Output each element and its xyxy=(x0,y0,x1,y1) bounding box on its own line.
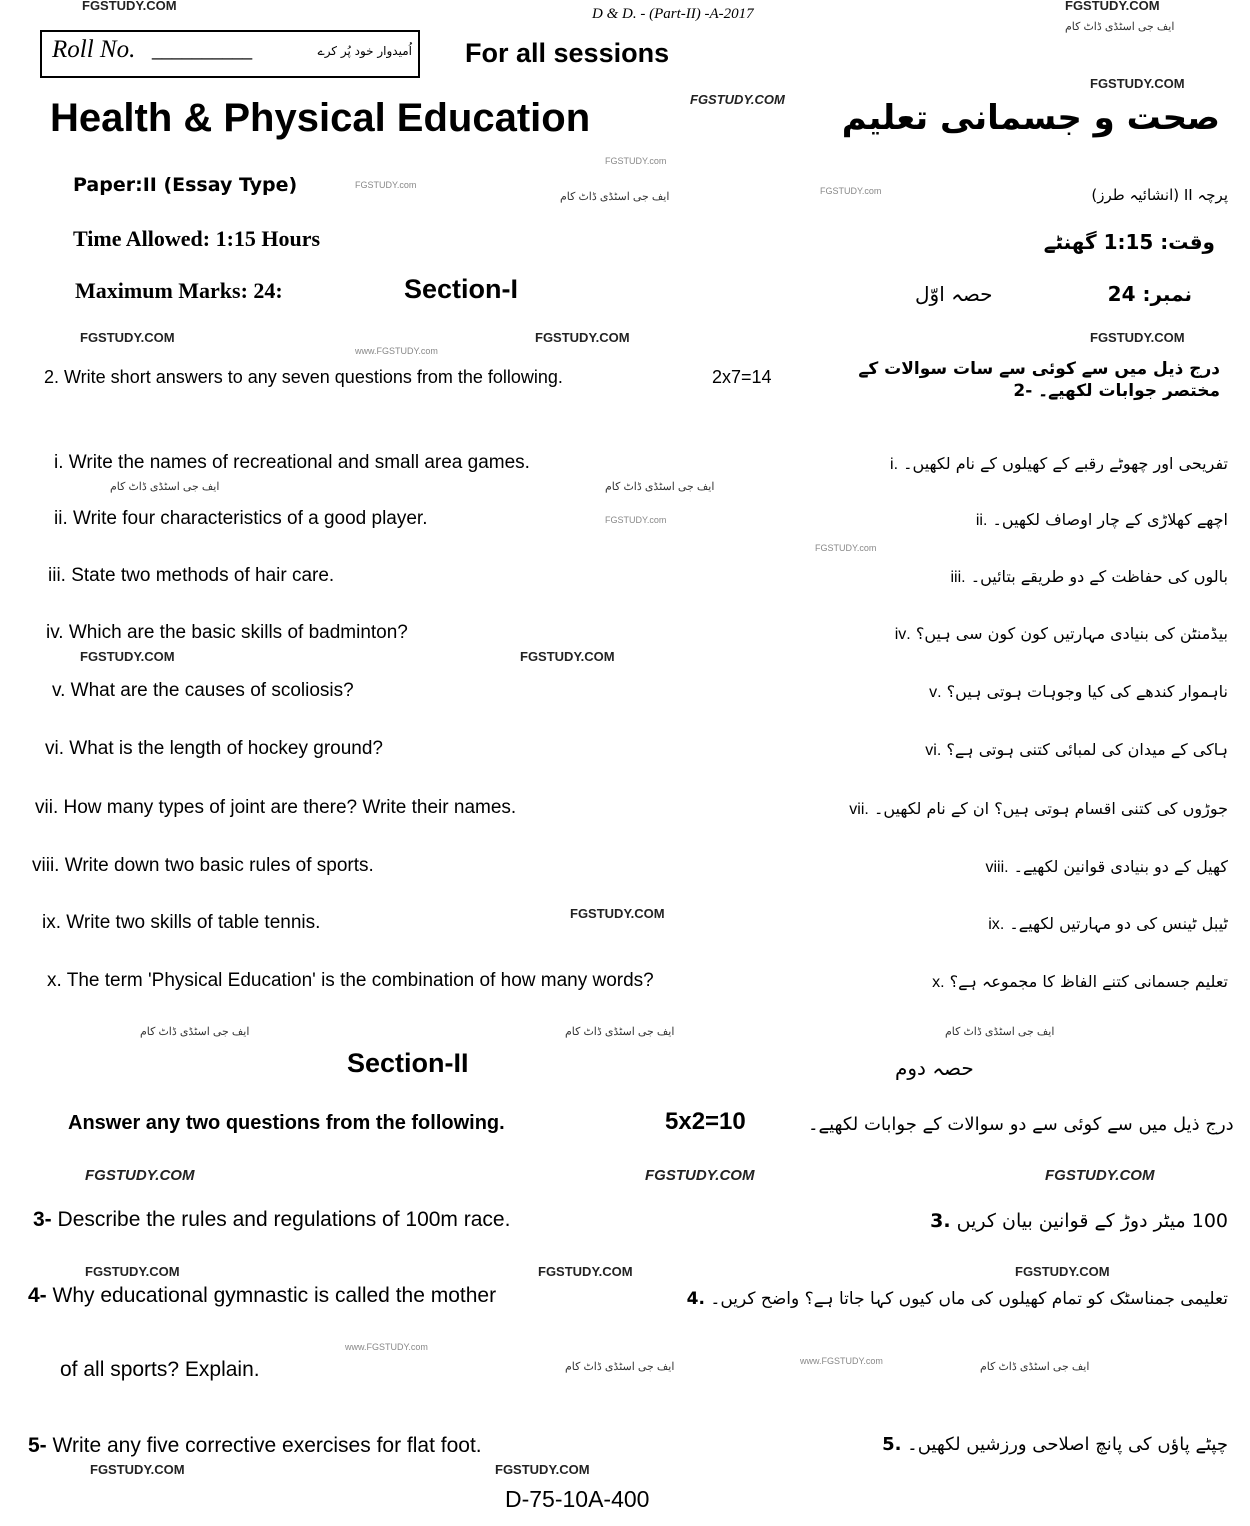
watermark: FGSTUDY.COM xyxy=(90,1462,185,1477)
question-1-urdu xyxy=(890,454,1228,474)
question-text-urdu: چپٹے پاؤں کی پانچ اصلاحی ورزشیں لکھیں۔ xyxy=(907,1434,1228,1455)
watermark: www.FGSTUDY.com xyxy=(345,1342,428,1352)
watermark-urdu: ایف جی اسٹڈی ڈاٹ کام xyxy=(110,481,220,493)
section-2-title-urdu: حصہ دوم xyxy=(895,1056,974,1080)
question-2-urdu xyxy=(976,510,1228,530)
section-2-instruction: Answer any two questions from the following. xyxy=(68,1112,505,1134)
question-9-urdu xyxy=(988,914,1228,934)
question-number: vi. xyxy=(45,738,64,759)
question-number: .x xyxy=(932,974,945,991)
roll-no-field[interactable]: __________ xyxy=(152,40,253,60)
question-number: .i xyxy=(890,456,899,473)
question-text-urdu: ہاکی کے میدان کی لمبائی کتنی ہوتی ہے؟ xyxy=(946,740,1228,759)
question-number: .4 xyxy=(686,1289,705,1309)
question-number: x. xyxy=(47,970,62,991)
section-1-instruction-urdu xyxy=(820,358,1220,402)
question-text-urdu: کھیل کے دو بنیادی قوانین لکھیے۔ xyxy=(1013,857,1228,876)
roll-no-urdu: اُمیدوار خود پُر کرے xyxy=(317,44,412,58)
footer-code: D-75-10A-400 xyxy=(505,1486,650,1512)
section-1-instruction: 2. Write short answers to any seven questions from the following. xyxy=(44,367,563,387)
watermark: www.FGSTUDY.com xyxy=(355,346,438,356)
question-text-urdu: اچھے کھلاڑی کے چار اوصاف لکھیں۔ xyxy=(992,510,1228,529)
watermark: FGSTUDY.com xyxy=(605,156,667,166)
question-text: What are the causes of scoliosis? xyxy=(70,680,354,701)
watermark: FGSTUDY.COM xyxy=(1065,0,1160,13)
question-4-urdu xyxy=(687,1288,1228,1309)
question-text-urdu: تعلیم جسمانی کتنے الفاظ کا مجموعہ ہے؟ xyxy=(949,972,1228,991)
watermark: FGSTUDY.COM xyxy=(538,1264,633,1279)
question-number: .5 xyxy=(882,1434,902,1455)
watermark: FGSTUDY.COM xyxy=(1090,330,1185,345)
question-6-urdu xyxy=(925,740,1228,760)
question-4 xyxy=(28,1284,496,1308)
question-text: Which are the basic skills of badminton? xyxy=(68,622,408,643)
subject-title-urdu: صحت و جسمانی تعلیم xyxy=(841,98,1220,138)
question-7 xyxy=(35,797,516,819)
question-number: v. xyxy=(52,680,66,701)
watermark: FGSTUDY.COM xyxy=(535,330,630,345)
watermark: FGSTUDY.COM xyxy=(520,649,615,664)
watermark-urdu: ایف جی اسٹڈی ڈاٹ کام xyxy=(1065,21,1175,33)
time-allowed-urdu: وقت: 1:15 گھنٹے xyxy=(1043,230,1215,254)
section-1-marks: 2x7=14 xyxy=(712,367,772,387)
question-8 xyxy=(32,855,374,877)
question-text: State two methods of hair care. xyxy=(71,565,335,586)
question-number: .3 xyxy=(930,1210,951,1232)
question-1 xyxy=(54,452,530,474)
watermark: FGSTUDY.COM xyxy=(1090,76,1185,91)
watermark: FGSTUDY.com xyxy=(605,515,667,525)
question-text: Write two skills of table tennis. xyxy=(66,912,321,933)
question-number: .ii xyxy=(975,512,988,529)
section-1-title: Section-I xyxy=(404,274,519,304)
sessions-label: For all sessions xyxy=(465,38,670,68)
question-number: iv. xyxy=(46,622,64,643)
watermark: FGSTUDY.COM xyxy=(1045,1167,1155,1184)
time-allowed: Time Allowed: 1:15 Hours xyxy=(73,226,321,251)
question-text-urdu: جوڑوں کی کتنی اقسام ہوتی ہیں؟ ان کے نام لکھیں۔ xyxy=(873,799,1228,818)
question-number: viii. xyxy=(32,855,60,876)
section-2-instruction-urdu: درج ذیل میں سے کوئی سے دو سوالات کے جوابات لکھیے۔ xyxy=(808,1114,1234,1135)
watermark-urdu: ایف جی اسٹڈی ڈاٹ کام xyxy=(565,1026,675,1038)
question-3 xyxy=(48,565,334,587)
watermark-urdu: ایف جی اسٹڈی ڈاٹ کام xyxy=(945,1026,1055,1038)
watermark: FGSTUDY.COM xyxy=(570,906,665,921)
question-4 xyxy=(46,622,408,644)
question-number: i. xyxy=(54,452,64,473)
question-text: Why educational gymnastic is called the mother xyxy=(52,1284,497,1307)
question-number: ii. xyxy=(54,508,68,529)
roll-no-label: Roll No. xyxy=(52,36,136,63)
watermark-urdu: ایف جی اسٹڈی ڈاٹ کام xyxy=(560,191,670,203)
watermark: FGSTUDY.COM xyxy=(495,1462,590,1477)
watermark: FGSTUDY.COM xyxy=(82,0,177,13)
question-5-urdu xyxy=(882,1434,1228,1455)
subject-title: Health & Physical Education xyxy=(50,96,591,140)
instruction-number: -2 xyxy=(1013,381,1033,401)
question-3-urdu xyxy=(930,1210,1228,1232)
question-2 xyxy=(54,508,428,530)
question-text-urdu: تعلیمی جمناسٹک کو تمام کھیلوں کی ماں کیوں کہا جاتا ہے؟ واضح کریں۔ xyxy=(710,1289,1228,1309)
question-text-urdu: 100 میٹر دوڑ کے قوانین بیان کریں xyxy=(956,1210,1228,1232)
question-text: Write any five corrective exercises for flat foot. xyxy=(52,1434,482,1457)
watermark: FGSTUDY.COM xyxy=(1015,1264,1110,1279)
question-text-urdu: تفریحی اور چھوٹے رقبے کے کھیلوں کے نام لکھیں۔ xyxy=(903,454,1228,473)
question-5-urdu xyxy=(929,682,1228,702)
paper-type-urdu: پرچہ II (انشائیہ طرز) xyxy=(1091,186,1228,204)
question-number: .iii xyxy=(950,569,966,586)
question-text-urdu: بیڈمنٹن کی بنیادی مہارتیں کون کون سی ہیں؟ xyxy=(915,624,1228,643)
question-5 xyxy=(52,680,354,702)
watermark: FGSTUDY.com xyxy=(815,543,877,553)
question-text-urdu: بالوں کی حفاظت کے دو طریقے بتائیں۔ xyxy=(970,567,1228,586)
question-3 xyxy=(33,1208,510,1232)
question-number: .v xyxy=(929,684,942,701)
instruction-text: درج ذیل میں سے کوئی سے سات سوالات کے مختصر جوابات لکھیے۔ xyxy=(858,359,1220,401)
question-5 xyxy=(28,1434,482,1458)
question-number: .vi xyxy=(925,742,942,759)
question-text-urdu: ناہموار کندھے کی کیا وجوہات ہوتی ہیں؟ xyxy=(946,682,1228,701)
paper-code: D & D. - (Part-II) -A-2017 xyxy=(592,6,754,22)
watermark-urdu: ایف جی اسٹڈی ڈاٹ کام xyxy=(605,481,715,493)
watermark-urdu: ایف جی اسٹڈی ڈاٹ کام xyxy=(140,1026,250,1038)
question-number: .iv xyxy=(894,626,911,643)
question-number: iii. xyxy=(48,565,66,586)
question-text: Write the names of recreational and small area games. xyxy=(68,452,530,473)
question-text: How many types of joint are there? Write their names. xyxy=(63,797,517,818)
roll-no-box xyxy=(40,30,420,78)
maximum-marks: Maximum Marks: 24: xyxy=(75,278,283,303)
watermark: FGSTUDY.COM xyxy=(80,330,175,345)
question-10 xyxy=(47,970,654,992)
watermark: FGSTUDY.COM xyxy=(645,1167,755,1184)
section-1-title-urdu: حصہ اوّل xyxy=(915,282,993,306)
watermark: FGSTUDY.COM xyxy=(690,92,785,107)
question-text: Write four characteristics of a good player. xyxy=(73,508,428,529)
maximum-marks-urdu: نمبر: 24 xyxy=(1107,282,1192,306)
section-2-title: Section-II xyxy=(347,1048,469,1078)
question-10-urdu xyxy=(932,972,1228,992)
question-4-urdu xyxy=(895,624,1228,644)
question-6 xyxy=(45,738,383,760)
question-7-urdu xyxy=(849,799,1228,819)
section-2-marks: 5x2=10 xyxy=(665,1108,746,1135)
watermark-urdu: ایف جی اسٹڈی ڈاٹ کام xyxy=(565,1361,675,1373)
paper-type: Paper:II (Essay Type) xyxy=(73,174,298,196)
question-8-urdu xyxy=(985,857,1228,877)
watermark: FGSTUDY.COM xyxy=(85,1167,195,1184)
watermark: FGSTUDY.COM xyxy=(80,649,175,664)
question-4-continued: of all sports? Explain. xyxy=(60,1358,260,1381)
watermark-urdu: ایف جی اسٹڈی ڈاٹ کام xyxy=(980,1361,1090,1373)
question-number: .ix xyxy=(988,916,1005,933)
question-number: 5- xyxy=(28,1434,47,1457)
question-text: The term 'Physical Education' is the combination of how many words? xyxy=(66,970,654,991)
question-3-urdu xyxy=(950,567,1228,587)
question-number: .viii xyxy=(985,859,1009,876)
watermark: FGSTUDY.com xyxy=(820,186,882,196)
question-text: Write down two basic rules of sports. xyxy=(64,855,374,876)
question-number: .vii xyxy=(849,801,869,818)
question-text: What is the length of hockey ground? xyxy=(69,738,383,759)
watermark: www.FGSTUDY.com xyxy=(800,1356,883,1366)
question-text: Describe the rules and regulations of 100m race. xyxy=(57,1208,511,1231)
question-number: 3- xyxy=(33,1208,52,1231)
question-text-urdu: ٹیبل ٹینس کی دو مہارتیں لکھیے۔ xyxy=(1009,914,1228,933)
watermark: FGSTUDY.com xyxy=(355,180,417,190)
question-number: vii. xyxy=(35,797,59,818)
watermark: FGSTUDY.COM xyxy=(85,1264,180,1279)
question-9 xyxy=(42,912,320,934)
question-number: ix. xyxy=(42,912,61,933)
question-number: 4- xyxy=(28,1284,47,1307)
